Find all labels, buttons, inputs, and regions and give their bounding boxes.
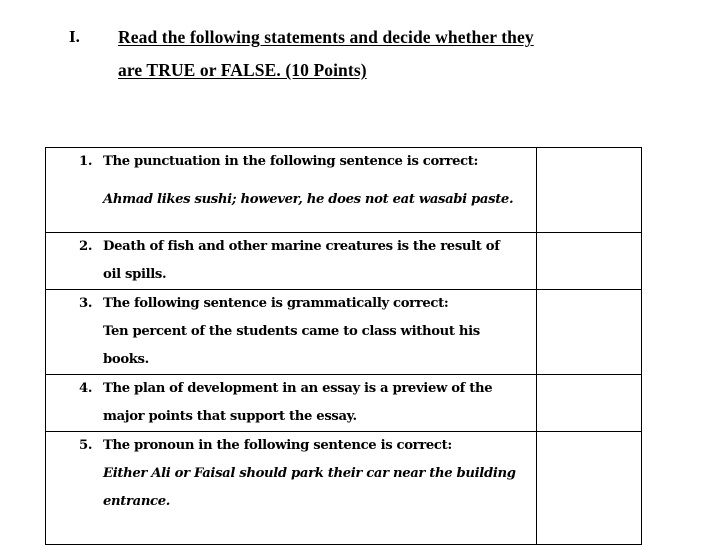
example-sentence: Either Ali or Faisal should park their car near the building bbox=[103, 466, 516, 481]
answer-box-4[interactable] bbox=[537, 375, 641, 431]
answer-box-2[interactable] bbox=[537, 233, 641, 289]
table-row bbox=[46, 148, 642, 233]
answer-box-1[interactable] bbox=[537, 148, 641, 232]
question-text: The plan of development in an essay is a preview of the bbox=[103, 381, 493, 396]
example-sentence: Ten percent of the students came to class without his bbox=[103, 324, 480, 339]
spacer bbox=[103, 176, 536, 186]
question-number: 1. bbox=[79, 154, 93, 169]
question-number: 5. bbox=[79, 438, 93, 453]
question-number: 4. bbox=[79, 381, 93, 396]
answer-cell[interactable] bbox=[537, 290, 642, 375]
question-text: The following sentence is grammatically correct: bbox=[103, 296, 449, 311]
table-row bbox=[46, 432, 642, 545]
table-row bbox=[46, 290, 642, 375]
question-cell bbox=[46, 148, 537, 233]
answer-cell[interactable] bbox=[537, 233, 642, 290]
question-cell bbox=[46, 432, 537, 545]
example-sentence: books. bbox=[103, 352, 149, 367]
question-number: 3. bbox=[79, 296, 93, 311]
question-text: The punctuation in the following sentence is correct: bbox=[103, 154, 479, 169]
answer-box-3[interactable] bbox=[537, 290, 641, 374]
section-numeral: I. bbox=[69, 27, 80, 46]
question-text: major points that support the essay. bbox=[103, 409, 357, 424]
question-text: Death of fish and other marine creatures is the result of bbox=[103, 239, 500, 254]
heading-instruction-line-2: are TRUE or FALSE. (10 Points) bbox=[118, 60, 367, 80]
answer-cell[interactable] bbox=[537, 432, 642, 545]
table-row bbox=[46, 233, 642, 290]
true-false-table bbox=[45, 147, 642, 545]
question-2 bbox=[46, 233, 536, 289]
answer-cell[interactable] bbox=[537, 375, 642, 432]
question-text: The pronoun in the following sentence is correct: bbox=[103, 438, 452, 453]
heading-instruction-line-1: Read the following statements and decide whether they bbox=[118, 27, 534, 47]
question-text: oil spills. bbox=[103, 267, 167, 282]
question-3 bbox=[46, 290, 536, 374]
table-row bbox=[46, 375, 642, 432]
example-sentence: Ahmad likes sushi; however, he does not eat wasabi paste. bbox=[103, 192, 514, 207]
question-cell bbox=[46, 233, 537, 290]
question-1 bbox=[46, 148, 536, 214]
question-cell bbox=[46, 290, 537, 375]
answer-cell[interactable] bbox=[537, 148, 642, 233]
question-4 bbox=[46, 375, 536, 431]
question-5 bbox=[46, 432, 536, 516]
example-sentence: entrance. bbox=[103, 494, 171, 509]
question-number: 2. bbox=[79, 239, 93, 254]
answer-box-5[interactable] bbox=[537, 432, 641, 544]
question-cell bbox=[46, 375, 537, 432]
